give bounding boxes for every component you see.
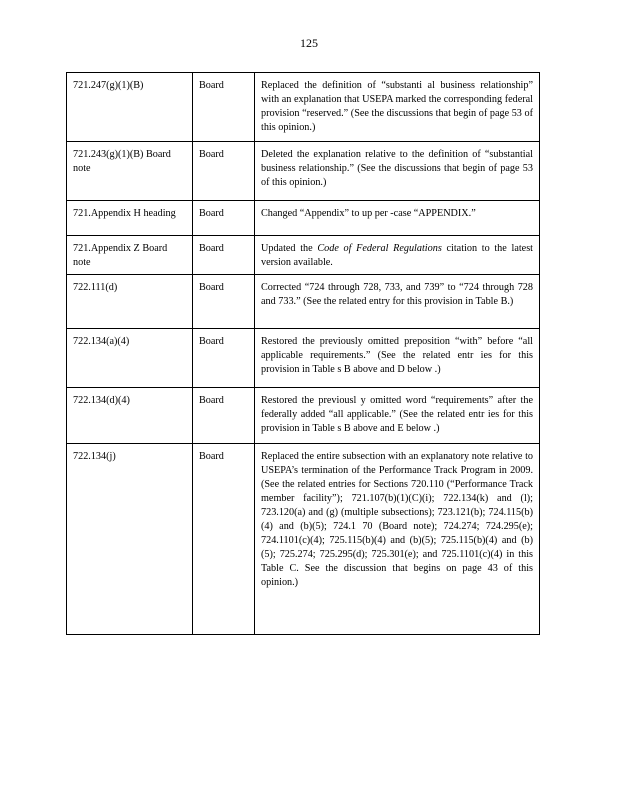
section-cell: 721.247(g)(1)(B) [67, 73, 193, 142]
source-cell: Board [193, 444, 255, 635]
section-cell: 722.111(d) [67, 275, 193, 329]
table-row [67, 329, 540, 388]
table-row [67, 388, 540, 444]
amendments-table [66, 72, 540, 635]
table-row [67, 142, 540, 201]
source-cell: Board [193, 275, 255, 329]
source-cell: Board [193, 329, 255, 388]
section-cell: 721.Appendix H heading [67, 201, 193, 236]
table-row [67, 236, 540, 275]
table-row [67, 73, 540, 142]
description-cell: Replaced the definition of “substanti al business relationship” with an explanation that USEPA marked the corresponding federal provision “reserved.” (See the discussions that begin of page 53 of this opinion.) [255, 73, 540, 142]
table-row [67, 275, 540, 329]
description-cell: Deleted the explanation relative to the definition of “substantial business relationship.” (See the discussions that begin of page 53 of this opinion.) [255, 142, 540, 201]
section-cell: 721.Appendix Z Board note [67, 236, 193, 275]
description-text: Updated the [261, 243, 318, 254]
description-cell: Replaced the entire subsection with an explanatory note relative to USEPA’s termination of the Performance Track Program in 2009. (See the related entries for Sections 720.110 (“Performance Track member facility”); 721.107(b)(1)(C)(i); 722.134(k) and (l); 723.120(a) and (g) (multiple subsections); 723.121(b); 724.115(b)(4) and (b)(5); 724.1 70 (Board note); 724.274; 724.295(e); 724.1101(c)(4); 725.115(b)(4) and (b)(5); 725.115(b)(4) and (b)(5); 725.274; 725.295(d); 725.301(e); and 725.1101(c)(4) in this Table C. See the discussion that begins on page 43 of this opinion.) [255, 444, 540, 635]
description-cell: Changed “Appendix” to up per -case “APPENDIX.” [255, 201, 540, 236]
source-cell: Board [193, 236, 255, 275]
section-cell: 722.134(j) [67, 444, 193, 635]
section-cell: 721.243(g)(1)(B) Board note [67, 142, 193, 201]
page-number: 125 [300, 36, 318, 50]
description-cell: Restored the previousl y omitted word “requirements” after the federally added “all applicable.” (See the related entr ies for this provision in Table s B above and E below .) [255, 388, 540, 444]
description-cell [255, 236, 540, 275]
description-cell: Corrected “724 through 728, 733, and 739” to “724 through 728 and 733.” (See the related entry for this provision in Table B.) [255, 275, 540, 329]
table-row [67, 201, 540, 236]
table-row [67, 444, 540, 635]
section-cell: 722.134(a)(4) [67, 329, 193, 388]
description-cell: Restored the previously omitted preposition “with” before “all applicable requirements.” (See the related entr ies for this provision in Table s B above and D below .) [255, 329, 540, 388]
description-text: citation to the latest version available. [261, 243, 533, 268]
section-cell: 722.134(d)(4) [67, 388, 193, 444]
source-cell: Board [193, 201, 255, 236]
source-cell: Board [193, 73, 255, 142]
source-cell: Board [193, 388, 255, 444]
cfr-title: Code of Federal Regulations [317, 243, 442, 254]
source-cell: Board [193, 142, 255, 201]
